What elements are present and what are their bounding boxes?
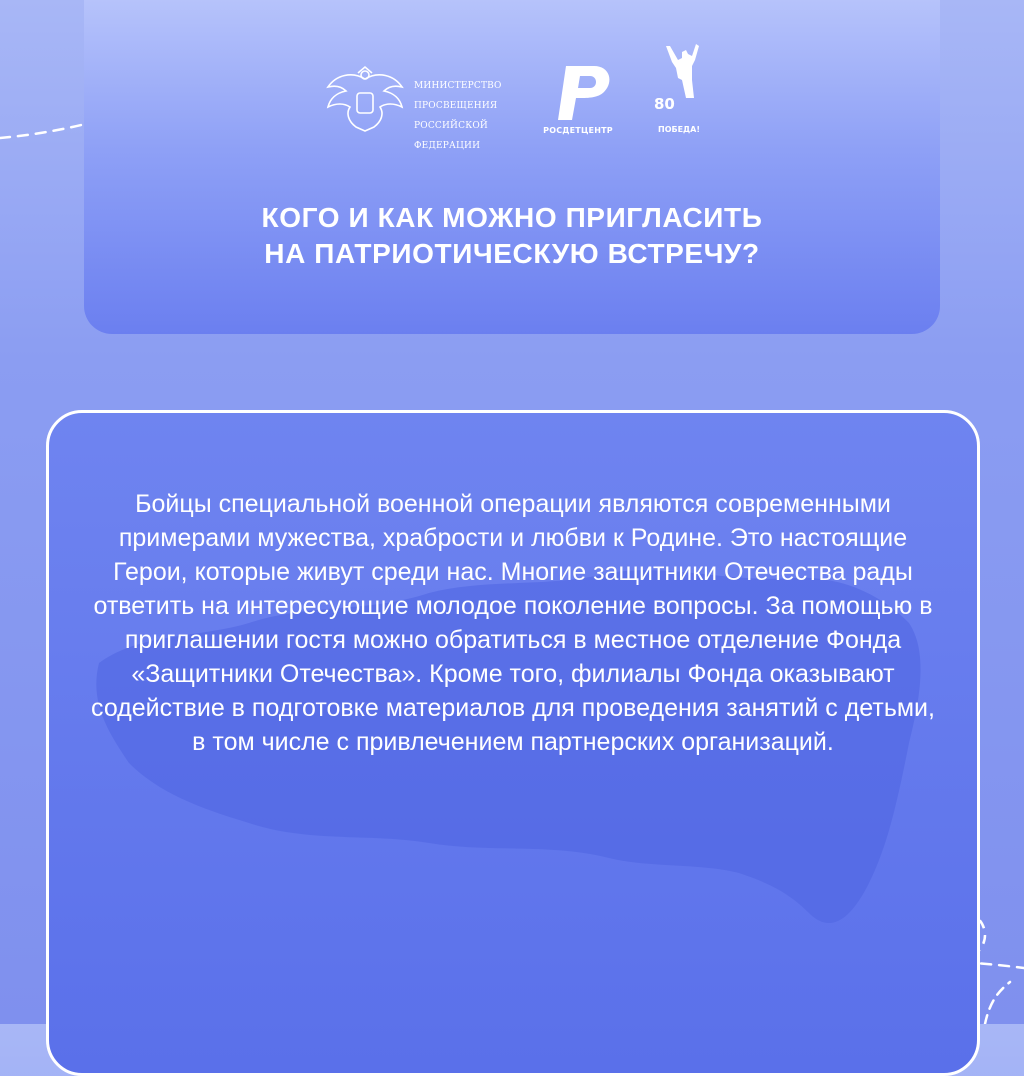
ministry-line: РОССИЙСКОЙ [414,121,488,131]
ministry-logo [322,65,512,151]
ministry-line: ПРОСВЕЩЕНИЯ [414,101,498,111]
rosdetcentr-r-icon [532,60,624,124]
title-line-1: КОГО И КАК МОЖНО ПРИГЛАСИТЬ [261,202,763,233]
victory-80-logo [652,40,712,140]
rosdetcentr-name: РОСДЕТЦЕНТР [543,126,613,135]
rosdetcentr-logo [532,60,624,140]
body-text: Бойцы специальной военной операции являются современными примерами мужества, храбрости и любви к Родине. Это настоящие Герои, которые живут среди нас. Многие защитники Отечества рады ответить на интересующие молодое поколение вопросы. За помощью в приглашении гостя можно обратиться в местное отделение Фонда «Защитники Отечества». Кроме того, филиалы Фонда оказывают содействие в подготовке материалов для проведения занятий с детьми, в том числе с привлечением партнерских организаций. [91,490,935,756]
logos-row [84,40,940,150]
content-card [46,410,980,1076]
header-card [84,0,940,334]
victory-word: ПОБЕДА! [658,125,701,134]
page-title [84,200,940,272]
eagle-emblem-icon [322,65,408,135]
ministry-line: МИНИСТЕРСТВО [414,81,502,91]
title-line-2: НА ПАТРИОТИЧЕСКУЮ ВСТРЕЧУ? [264,238,760,269]
motherland-statue-icon [652,40,712,100]
ministry-name [414,71,514,161]
ministry-line: ФЕДЕРАЦИИ [414,141,481,151]
victory-number: 80 [654,95,675,113]
